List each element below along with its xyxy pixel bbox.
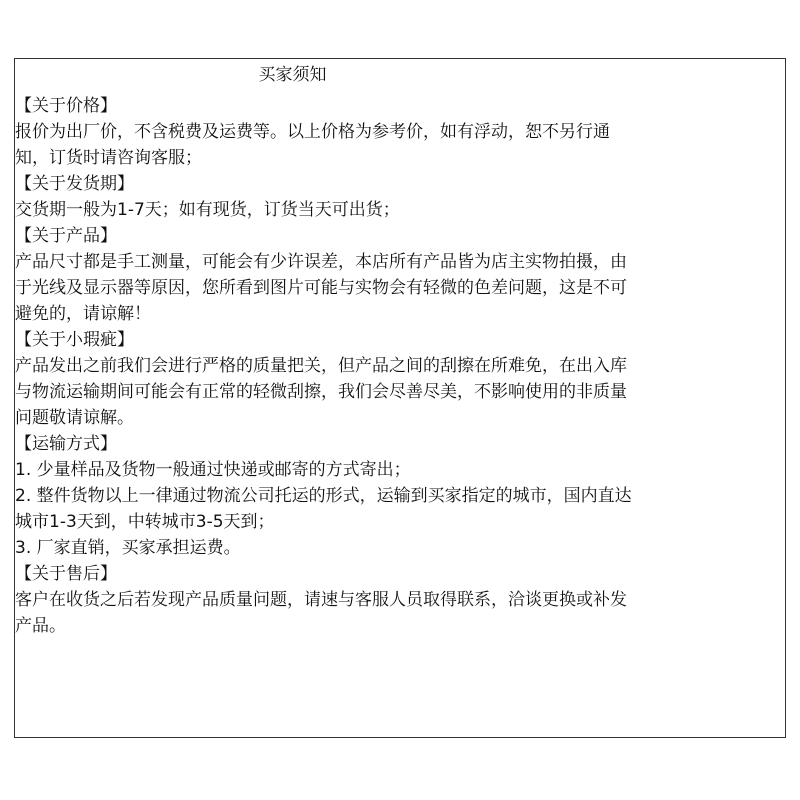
section-text-line: 城市1-3天到，中转城市3-5天到； [15, 512, 275, 532]
section-text-line: 2. 整件货物以上一律通过物流公司托运的形式，运输到买家指定的城市，国内直达 [15, 486, 632, 506]
section-text-line: 避免的，请谅解！ [15, 304, 151, 324]
section-text-line: 问题敬请谅解。 [15, 408, 134, 428]
section-text-line: 客户在收货之后若发现产品质量问题，请速与客服人员取得联系，洽谈更换或补发 [15, 590, 627, 610]
section-text-line: 产品。 [15, 616, 66, 636]
section-heading-shipping-method: 【运输方式】 [15, 434, 117, 454]
section-text-line: 与物流运输期间可能会有正常的轻微刮擦，我们会尽善尽美，不影响使用的非质量 [15, 382, 627, 402]
section-heading-after-sales: 【关于售后】 [15, 564, 117, 584]
buyer-notice-box [14, 58, 786, 738]
section-text-line: 产品尺寸都是手工测量，可能会有少许误差，本店所有产品皆为店主实物拍摄，由 [15, 252, 627, 272]
section-text-line: 知，订货时请咨询客服； [15, 148, 202, 168]
section-text-line: 1. 少量样品及货物一般通过快递或邮寄的方式寄出； [15, 460, 411, 480]
section-heading-delivery-time: 【关于发货期】 [15, 174, 134, 194]
section-heading-minor-flaws: 【关于小瑕疵】 [15, 330, 134, 350]
section-text-line: 报价为出厂价，不含税费及运费等。以上价格为参考价，如有浮动，恕不另行通 [15, 122, 610, 142]
section-text-line: 于光线及显示器等原因，您所看到图片可能与实物会有轻微的色差问题，这是不可 [15, 278, 627, 298]
section-heading-product: 【关于产品】 [15, 226, 117, 246]
section-text-line: 3. 厂家直销，买家承担运费。 [15, 538, 241, 558]
section-text-line: 产品发出之前我们会进行严格的质量把关，但产品之间的刮擦在所难免，在出入库 [15, 356, 627, 376]
section-text-line: 交货期一般为1-7天；如有现货，订货当天可出货； [15, 200, 400, 220]
section-heading-price: 【关于价格】 [15, 96, 117, 116]
notice-title: 买家须知 [258, 65, 327, 85]
